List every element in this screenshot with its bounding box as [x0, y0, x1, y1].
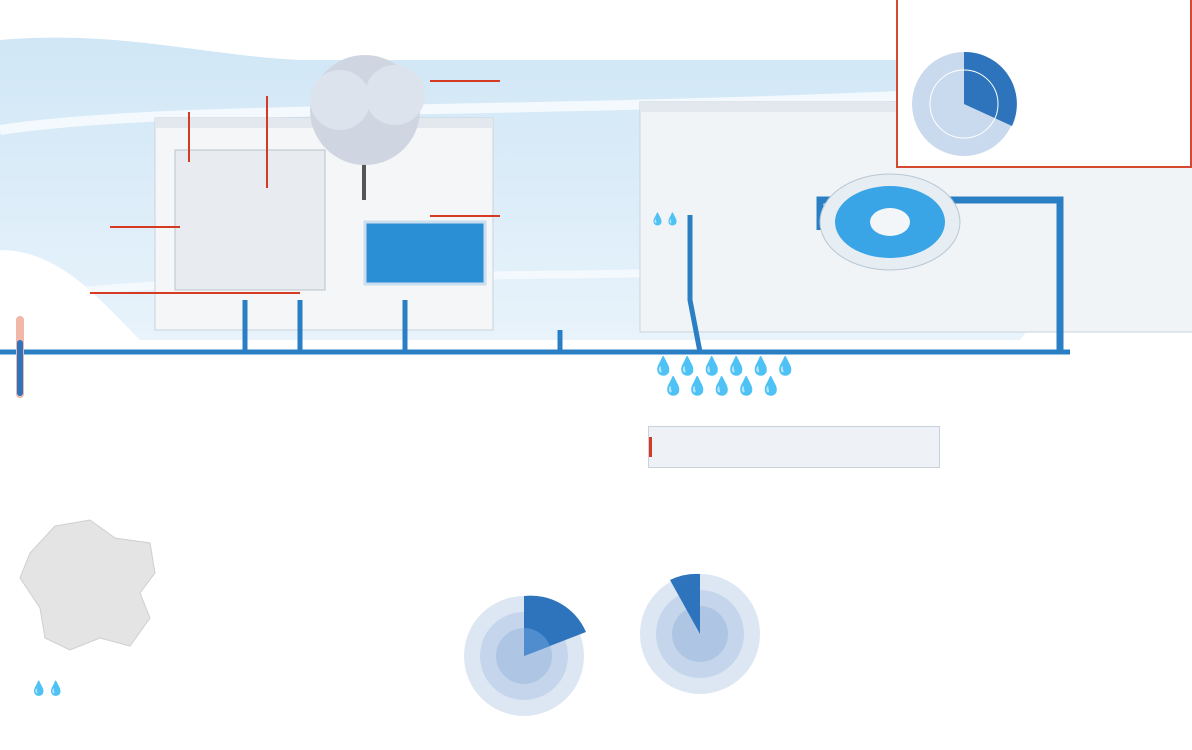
renewed-marker — [649, 437, 652, 457]
arrow-chasse — [90, 292, 300, 294]
arrow-bains — [266, 96, 268, 188]
potable-pie — [462, 590, 592, 720]
canaux-panel — [896, 0, 1192, 168]
leak-network-icon: 💧💧 — [650, 212, 680, 226]
canaux-pie — [904, 48, 1024, 160]
drops-icon: 💧💧 — [30, 680, 65, 696]
arrow-linge — [110, 226, 180, 228]
arrow-voiture — [430, 80, 500, 82]
thermometer — [16, 316, 24, 398]
arrow-boisson — [188, 112, 190, 162]
leak-drops: 💧💧💧💧💧💧 💧💧💧💧💧 — [652, 356, 799, 396]
france-map-icon — [10, 518, 160, 654]
arrow-piscine — [430, 215, 500, 217]
network-scale — [648, 412, 940, 468]
industrie-pie — [636, 568, 766, 698]
restitution-bar — [1097, 358, 1105, 464]
